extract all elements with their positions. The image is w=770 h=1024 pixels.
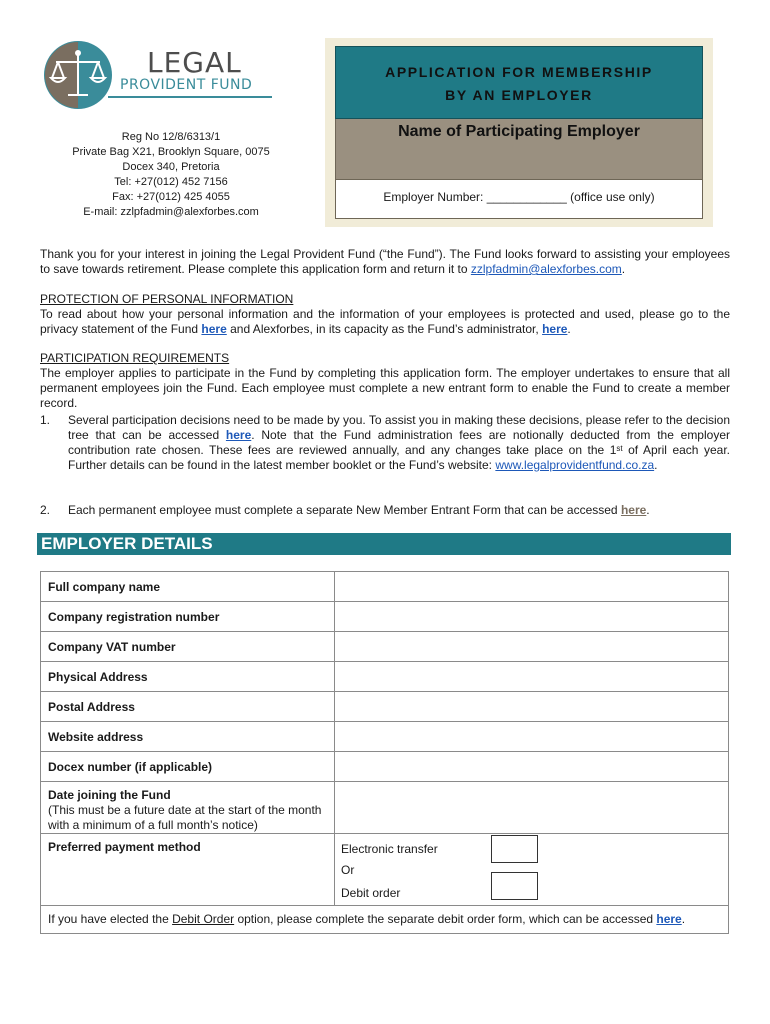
item1-text-1: Several participation decisions need to be made by you. To assist you in making these decisions, please refer to the decision tree that can be accessed [68,413,730,442]
employer-number-field [335,179,703,219]
table-row [41,692,729,722]
logo-word-legal: LEGAL [147,46,242,79]
fund-website-link[interactable]: www.legalprovidentfund.co.za [495,458,655,472]
telephone: Tel: +27(012) 452 7156 [114,176,228,188]
fund-logo [40,40,275,110]
alexforbes-privacy-link[interactable]: here [542,322,568,336]
fax: Fax: +27(012) 425 4055 [112,191,230,203]
table-row [41,834,729,906]
employer-details-table [40,571,729,934]
list-number-1: 1. [40,413,51,427]
input-company-name[interactable] [335,572,729,602]
new-member-form-link[interactable]: here [620,503,647,517]
decision-tree-link[interactable]: here [225,428,252,442]
logo-underline [108,96,272,98]
list-item-1 [68,413,730,473]
table-row [41,632,729,662]
table-row [41,572,729,602]
field-label-registration-number: Company registration number [41,602,335,632]
field-label-postal-address: Postal Address [41,692,335,722]
debit-order-note [41,906,729,934]
protection-text-1: To read about how your personal information and the information of your employees is protected and used, please go to the privacy statement of the Fund [40,307,730,336]
input-vat-number[interactable] [335,632,729,662]
field-label-docex: Docex number (if applicable) [41,752,335,782]
application-header-box [325,38,713,227]
payment-or-label: Or [341,863,355,877]
field-label-date-joining [41,782,335,834]
participation-text: The employer applies to participate in the Fund by completing this application form. The employer undertakes to ensure that all permanent employees join the Fund. Each employee must complete a new entrant form to enable the Fund to create a member record. [40,366,730,410]
protection-text-2: and Alexforbes, in its capacity as the Fund’s administrator, [226,322,543,336]
input-physical-address[interactable] [335,662,729,692]
input-postal-address[interactable] [335,692,729,722]
field-label-payment-method: Preferred payment method [41,834,335,906]
reg-number: Reg No 12/8/6313/1 [121,131,221,143]
participating-employer-label: Name of Participating Employer [398,123,640,140]
table-row [41,906,729,934]
item1-superscript: st [616,444,623,453]
debit-note-text-1: If you have elected the [48,912,173,926]
input-date-joining[interactable] [335,782,729,834]
list-item-2 [68,503,730,518]
electronic-transfer-checkbox[interactable] [491,835,538,863]
debit-note-text-2: option, please complete the separate debit order form, which can be accessed [234,912,657,926]
item1-text-2: . Note that the Fund administration fees are notionally deducted from the employer contribution rate chosen. These fees are reviewed annually, and any changes take place on the 1 [68,428,730,457]
table-row [41,782,729,834]
intro-text: Thank you for your interest in joining the Legal Provident Fund (“the Fund”). The Fund looks forward to assisting your employees to save towards retirement. Please complete this application form and return it to [40,247,730,276]
input-website[interactable] [335,722,729,752]
debit-order-term: Debit Order [172,912,235,926]
debit-note-end: . [681,912,686,926]
scales-of-justice-icon [40,40,116,110]
participation-section [40,351,730,411]
employer-details-heading: EMPLOYER DETAILS [37,533,731,555]
field-label-vat-number: Company VAT number [41,632,335,662]
field-label-website: Website address [41,722,335,752]
protection-section [40,292,730,337]
admin-email-link[interactable]: zzlpfadmin@alexforbes.com [470,262,622,276]
table-row [41,602,729,632]
date-joining-note: (This must be a future date at the start of the month with a minimum of a full month’s notice) [48,803,322,832]
item2-end: . [646,503,650,517]
debit-order-checkbox[interactable] [491,872,538,900]
table-row [41,752,729,782]
date-joining-label: Date joining the Fund [48,788,171,802]
intro-paragraph [40,247,730,277]
protection-heading: PROTECTION OF PERSONAL INFORMATION [40,292,294,306]
participation-heading: PARTICIPATION REQUIREMENTS [40,351,230,365]
debit-order-form-link[interactable]: here [656,912,682,926]
participating-employer-name-field[interactable] [335,119,703,179]
list-number-2: 2. [40,503,51,517]
item2-text: Each permanent employee must complete a separate New Member Entrant Form that can be accessed [68,503,621,517]
docex: Docex 340, Pretoria [122,161,220,173]
item1-end: . [654,458,658,472]
item1-text-3: of April each year. Further details can be found in the latest member booklet or the Fund’s website: [68,443,730,472]
intro-end: . [621,262,626,276]
payment-method-options [335,834,729,906]
application-title [335,46,703,119]
email: E-mail: zzlpfadmin@alexforbes.com [83,206,259,218]
contact-block [40,130,302,220]
input-registration-number[interactable] [335,602,729,632]
field-label-company-name: Full company name [41,572,335,602]
logo-word-provident-fund: PROVIDENT FUND [120,77,253,93]
field-label-physical-address: Physical Address [41,662,335,692]
title-line-2: BY AN EMPLOYER [445,87,593,103]
employer-number-label: Employer Number: ____________ (office use only) [383,190,655,204]
postal-address: Private Bag X21, Brooklyn Square, 0075 [72,146,270,158]
fund-privacy-link[interactable]: here [201,322,227,336]
payment-option-electronic: Electronic transfer [341,842,438,856]
table-row [41,662,729,692]
input-docex[interactable] [335,752,729,782]
table-row [41,722,729,752]
protection-end: . [567,322,571,336]
payment-option-debit: Debit order [341,886,401,900]
title-line-1: APPLICATION FOR MEMBERSHIP [385,64,653,80]
